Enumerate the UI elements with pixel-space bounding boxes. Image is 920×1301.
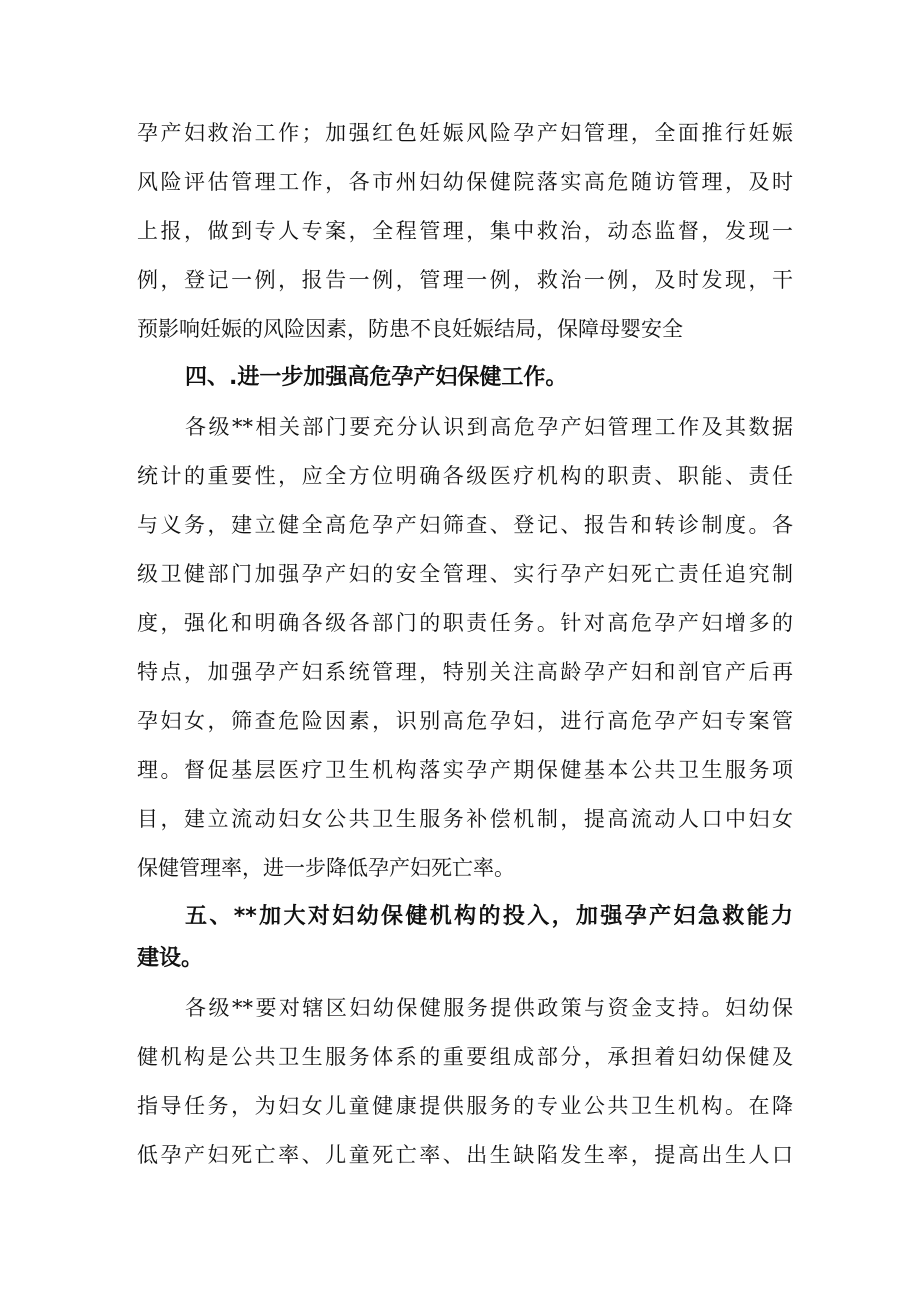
paragraph-line: 理。督促基层医疗卫生机构落实孕产期保健基本公共卫生服务项 xyxy=(137,758,793,782)
paragraph-line: 孕妇女，筛查危险因素，识别高危孕妇，进行高危孕产妇专案管 xyxy=(137,709,793,733)
paragraph-line: 孕产妇救治工作；加强红色妊娠风险孕产妇管理，全面推行妊娠 xyxy=(137,121,793,145)
section-heading-5: 五、**加大对妇幼保健机构的投入，加强孕产妇急救能力 xyxy=(185,904,793,929)
paragraph-line: 统计的重要性，应全方位明确各级医疗机构的职责、职能、责任 xyxy=(137,464,793,488)
paragraph-line: 指导任务，为妇女儿童健康提供服务的专业公共卫生机构。在降 xyxy=(137,1094,793,1118)
section-heading-5-continued: 建设。 xyxy=(137,946,204,971)
paragraph-line: 与义务，建立健全高危孕产妇筛查、登记、报告和转诊制度。各 xyxy=(137,513,793,537)
paragraph-line: 各级**相关部门要充分认识到高危孕产妇管理工作及其数据 xyxy=(185,415,793,439)
paragraph-line: 上报，做到专人专案，全程管理，集中救治，动态监督，发现一 xyxy=(137,219,793,243)
paragraph-line: 预影响妊娠的风险因素，防患不良妊娠结局，保障母婴安全 xyxy=(137,317,683,341)
paragraph-line: 例，登记一例，报告一例，管理一例，救治一例，及时发现，干 xyxy=(137,268,793,292)
paragraph-line: 保健管理率，进一步降低孕产妇死亡率。 xyxy=(137,856,515,880)
paragraph-line: 各级**要对辖区妇幼保健服务提供政策与资金支持。妇幼保 xyxy=(185,996,793,1020)
paragraph-line: 特点，加强孕产妇系统管理，特别关注高龄孕产妇和剖官产后再 xyxy=(137,660,793,684)
paragraph-line: 度，强化和明确各级各部门的职责任务。针对高危孕产妇增多的 xyxy=(137,611,793,635)
paragraph-line: 目，建立流动妇女公共卫生服务补偿机制，提高流动人口中妇女 xyxy=(137,807,793,831)
paragraph-line: 级卫健部门加强孕产妇的安全管理、实行孕产妇死亡责任追究制 xyxy=(137,562,793,586)
paragraph-line: 低孕产妇死亡率、儿童死亡率、出生缺陷发生率，提高出生人口 xyxy=(137,1143,793,1167)
paragraph-line: 风险评估管理工作，各市州妇幼保健院落实高危随访管理，及时 xyxy=(137,170,793,194)
section-heading-4: 四、.进一步加强高危孕产妇保健工作。 xyxy=(185,365,568,390)
paragraph-line: 健机构是公共卫生服务体系的重要组成部分，承担着妇幼保健及 xyxy=(137,1045,793,1069)
